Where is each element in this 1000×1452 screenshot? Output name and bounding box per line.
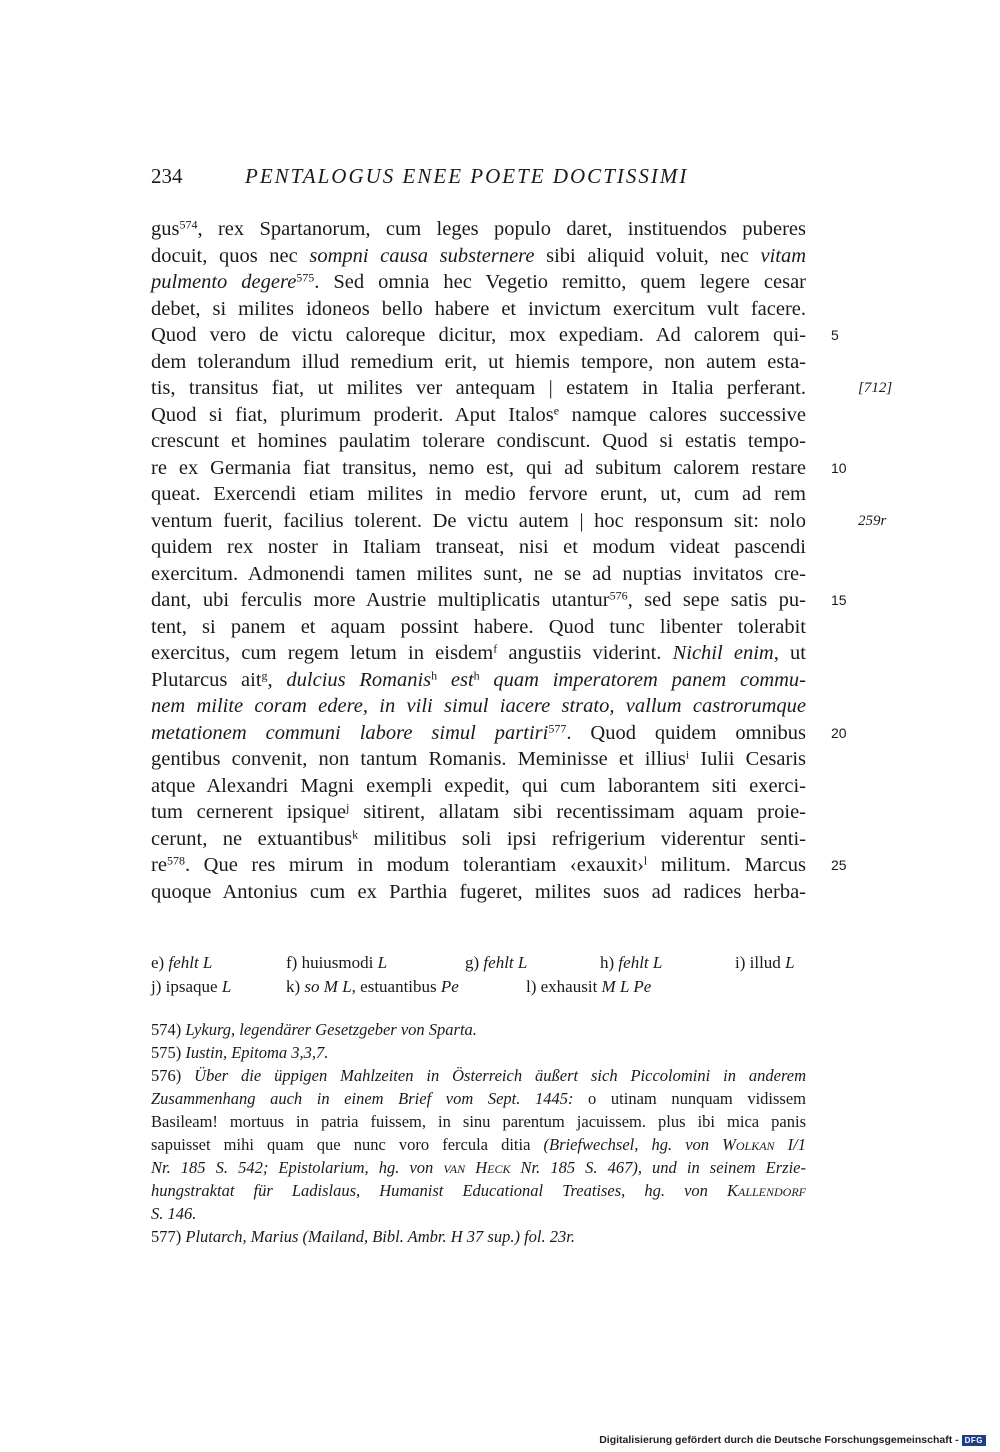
text-line: tent, si panem et aquam possint habere. Quod tunc libenter tolerabit — [151, 615, 806, 638]
text-line: dant, ubi ferculis more Austrie multiplicatis utantur$^{576}$, sed sepe satis pu- 15 — [151, 587, 806, 614]
footnote-576-line: Basileam! mortuus in patria fuissem, in sinu parentum jacuissem. plus ibi mica panis — [151, 1112, 806, 1131]
text-line: docuit, quos nec sompni causa substernere sibi aliquid voluit, nec vitam — [151, 244, 807, 267]
page-reference: [712] — [858, 380, 893, 396]
apparatus-entry: k) so M L, estuantibus Pe — [286, 977, 459, 996]
text-line: queat. Exercendi etiam milites in medio fervore erunt, ut, cum ad rem — [151, 483, 806, 505]
text-line: quidem rex noster in Italiam transeat, nisi et modum videat pascendi — [151, 536, 806, 558]
footnote-576-line: Nr. 185 S. 542; Epistolarium, hg. von van Heck Nr. 185 S. 467), und in seinem Erzie- — [151, 1158, 806, 1177]
apparatus-entry: j) ipsaque L — [151, 977, 232, 996]
apparatus-row — [151, 951, 811, 975]
text-line: Plutarcus ait$^g$, dulcius Romanis$^h$ est$^h$ quam imperatorem panem commu- — [151, 667, 807, 691]
text-line: gus$^{574}$, rex Spartanorum, cum leges populo daret, instituendos puberes — [151, 217, 806, 240]
text-line: nem milite coram edere, in vili simul iacere strato, vallum castrorumque — [151, 695, 806, 717]
text-line: cerunt, ne extuantibus$^k$ militibus soli ipsi refrigerium viderentur senti- — [151, 826, 806, 850]
page-number: 234 — [151, 164, 183, 188]
apparatus-row — [151, 975, 811, 999]
line-number: 15 — [831, 592, 847, 608]
apparatus-entry: i) illud L — [735, 953, 795, 972]
page-header — [151, 164, 811, 194]
text-line: pulmento degere$^{575}$. Sed omnia hec Vegetio remitto, quem legere cesar — [151, 270, 806, 293]
text-line: tum cernerent ipsique$^j$ sitirent, allatam sibi recentissimam aquam proie- — [151, 800, 806, 823]
line-number: 5 — [831, 327, 839, 343]
footnote-576-line: sapuisset mihi quam que nunc voro fercula ditia (Briefwechsel, hg. von Wolkan I/1 — [151, 1135, 806, 1154]
folio-reference: 259r — [858, 512, 887, 529]
text-line: re ex Germania fiat transitus, nemo est, qui ad subitum calorem restare 10 — [151, 455, 806, 482]
footnote-577: 577) Plutarch, Marius (Mailand, Bibl. Ambr. H 37 sup.) fol. 23r. — [151, 1227, 575, 1246]
dfg-logo: DFG — [962, 1435, 986, 1446]
apparatus-entry: e) fehlt L — [151, 953, 213, 972]
apparatus-entry: h) fehlt L — [600, 953, 663, 972]
text-line: exercitus, cum regem letum in eisdem$^f$ angustiis viderint. Nichil enim, ut — [151, 641, 806, 664]
text-line: ventum fuerit, facilius tolerent. De victu autem | hoc responsum sit: nolo 259r — [151, 508, 806, 535]
footnote-574: 574) Lykurg, legendärer Gesetzgeber von Sparta. — [151, 1020, 477, 1039]
footnote-576-line: Zusammenhang auch in einem Brief vom Sept. 1445: o utinam nunquam vidissem — [151, 1089, 806, 1108]
digitization-credit — [599, 1434, 986, 1446]
apparatus-entry: f) huiusmodi L — [286, 953, 388, 972]
running-title: PENTALOGUS ENEE POETE DOCTISSIMI — [245, 164, 689, 188]
text-line: tis, transitus fiat, ut milites ver antequam | estatem in Italia perferant. [712] — [151, 375, 806, 402]
text-line: debet, si milites idoneos bello habere et invictum exercitum vult facere. — [151, 297, 806, 320]
credit-text: Digitalisierung gefördert durch die Deutsche Forschungsgemeinschaft - — [599, 1434, 959, 1446]
text-line: crescunt et homines paulatim tolerare condiscunt. Quod si estatis tempo- — [151, 430, 806, 452]
footnote-576: 576) Über die üppigen Mahlzeiten in Österreich äußert sich Piccolomini in anderem — [151, 1066, 806, 1085]
footnote-575: 575) Iustin, Epitoma 3,3,7. — [151, 1043, 329, 1062]
main-text — [151, 216, 893, 905]
text-line: $re^{578}$. Que res mirum in modum tolerantiam ‹exauxit›$^l$ militum. Marcus 25 — [151, 852, 806, 879]
text-line: Quod vero de victu caloreque dicitur, mox expediam. Ad calorem qui- 5 — [151, 322, 806, 349]
footnotes — [151, 1018, 806, 1248]
critical-apparatus — [151, 951, 811, 999]
text-line: gentibus convenit, non tantum Romanis. Meminisse et illius$^i$ Iulii Cesaris — [151, 747, 806, 770]
apparatus-entry: l) exhausit M L Pe — [526, 977, 652, 996]
text-line: metationem communi labore simul partiri$^{577}$. Quod quidem omnibus 20 — [151, 720, 806, 747]
footnote-576-line: S. 146. — [151, 1204, 197, 1223]
text-line: Quod si fiat, plurimum proderit. Aput Italos$^e$ namque calores successive — [151, 402, 807, 426]
line-number: 20 — [831, 724, 847, 741]
footnote-576-line: hungstraktat für Ladislaus, Humanist Educational Treatises, hg. von Kallendorf — [151, 1181, 806, 1200]
text-line: quoque Antonius cum ex Parthia fugeret, milites suos ad radices herba- — [151, 880, 806, 903]
text-line: exercitum. Admonendi tamen milites sunt, ne se ad nuptias invitatos cre- — [151, 562, 806, 585]
apparatus-entry: g) fehlt L — [465, 953, 528, 972]
text-line: dem tolerandum illud remedium erit, ut hiemis tempore, non autem esta- — [151, 350, 806, 373]
text-line: atque Alexandri Magni exempli expedit, qui cum laborantem siti exerci- — [151, 774, 806, 797]
line-number: 10 — [831, 459, 847, 476]
line-number: 25 — [831, 857, 847, 873]
